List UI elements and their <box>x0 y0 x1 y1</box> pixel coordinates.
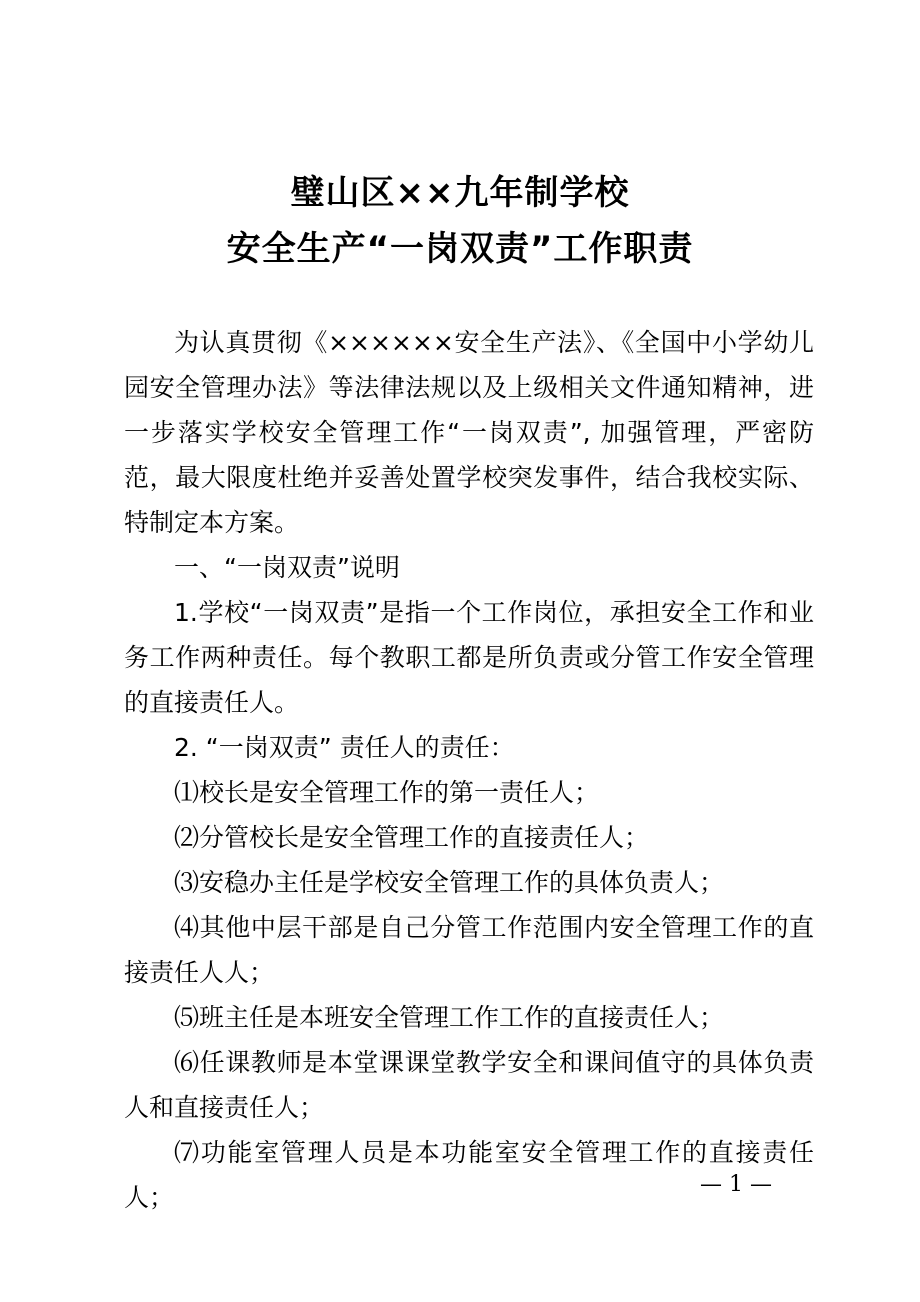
list-item: ⑴校长是安全管理工作的第一责任人； <box>174 778 600 807</box>
list-item: ⑹任课教师是本堂课课堂教学安全和课间值守的具体负责人和直接责任人； <box>124 1048 814 1122</box>
list-item: ⑸班主任是本班安全管理工作工作的直接责任人； <box>174 1003 725 1032</box>
responsibility-heading: 2. “一岗双责” 责任人的责任： <box>174 733 515 762</box>
document-title-line-1: 璧山区××九年制学校 <box>290 173 630 213</box>
list-item: ⑺功能室管理人员是本功能室安全管理工作的直接责任人； <box>124 1138 814 1212</box>
list-item: ⑵分管校长是安全管理工作的直接责任人； <box>174 823 650 852</box>
section-heading: 一、“一岗双责”说明 <box>174 553 400 582</box>
list-item: ⑶安稳办主任是学校安全管理工作的具体负责人； <box>174 868 725 897</box>
document-body <box>124 320 814 1220</box>
document-title-line-2: 安全生产“一岗双责”工作职责 <box>226 229 694 269</box>
definition-paragraph: 1.学校“一岗双责”是指一个工作岗位，承担安全工作和业务工作两种责任。每个教职工都是所负责或分管工作安全管理的直接责任人。 <box>124 598 814 717</box>
page-number: — 1 — <box>700 1172 772 1197</box>
list-item: ⑷其他中层干部是自己分管工作范围内安全管理工作的直接责任人人； <box>124 913 814 987</box>
intro-paragraph: 为认真贯彻《××××××安全生产法》、《全国中小学幼儿园安全管理办法》等法律法规以及上级相关文件通知精神，进一步落实学校安全管理工作“一岗双责”, 加强管理，严密防范，最大限度杜绝并妥善处置学校突发事件，结合我校实际、特制定本方案。 <box>124 328 814 537</box>
